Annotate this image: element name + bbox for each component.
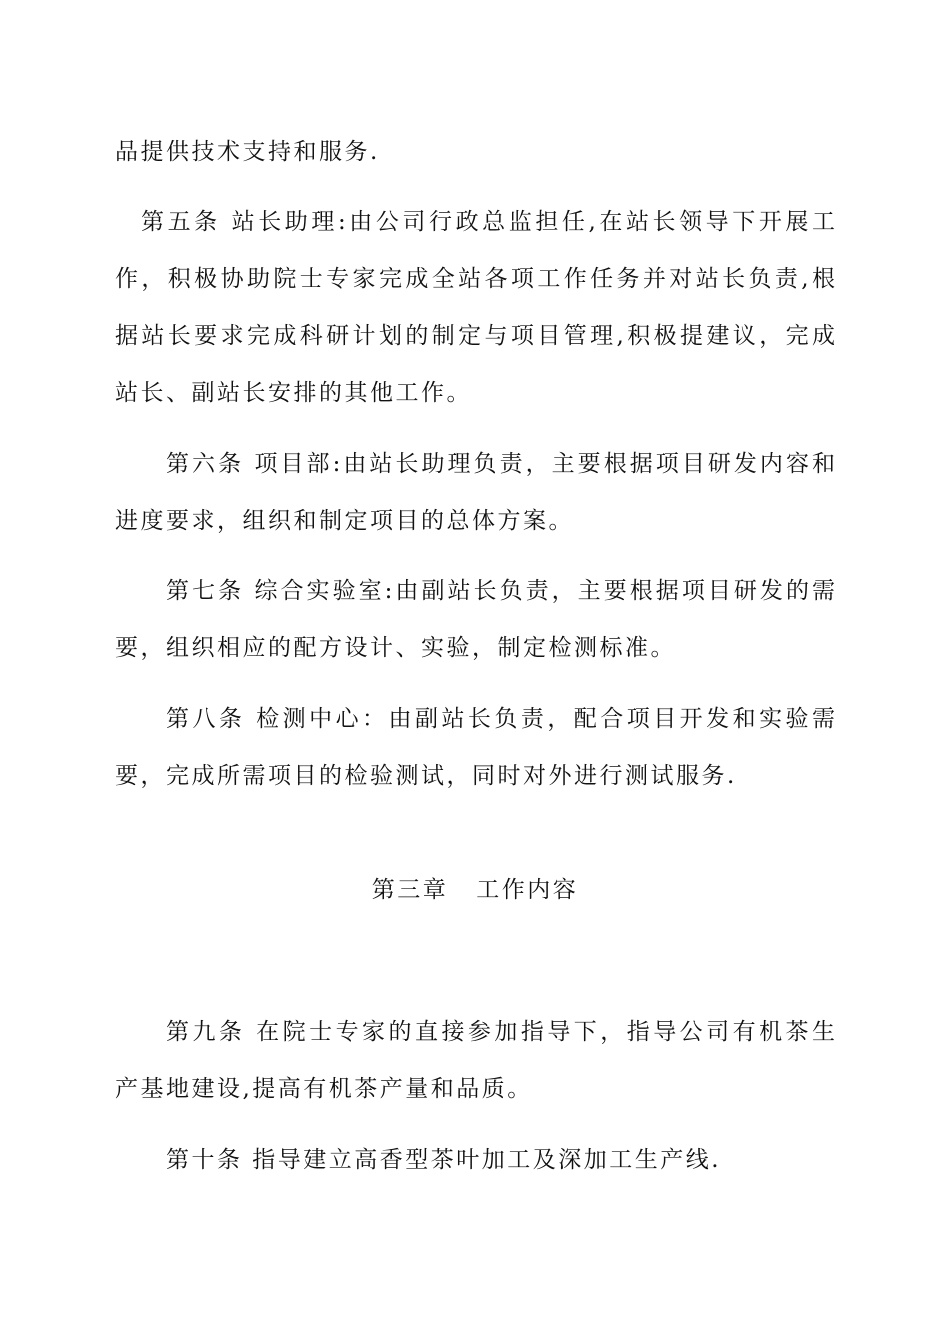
article-10-line-1: 第十条 指导建立高香型茶叶加工及深加工生产线.: [166, 1147, 722, 1173]
article-9-line-1: 第九条 在院士专家的直接参加指导下，指导公司有机茶生: [166, 1019, 835, 1045]
article-6-line-2: 进度要求，组织和制定项目的总体方案。: [115, 508, 574, 534]
article-7-line-2: 要，组织相应的配方设计、实验，制定检测标准。: [115, 635, 676, 661]
fragment-line: 品提供技术支持和服务.: [115, 139, 380, 165]
article-5-line-4: 站长、副站长安排的其他工作。: [115, 380, 472, 406]
article-7-line-1: 第七条 综合实验室:由副站长负责，主要根据项目研发的需: [166, 578, 835, 604]
chapter-number: 第三章: [371, 877, 449, 903]
chapter-title: 工作内容: [476, 877, 579, 903]
article-8-line-2: 要，完成所需项目的检验测试，同时对外进行测试服务.: [115, 763, 737, 789]
article-5-line-3: 据站长要求完成科研计划的制定与项目管理,积极提建议，完成: [115, 323, 835, 349]
article-8-line-1: 第八条 检测中心：由副站长负责，配合项目开发和实验需: [166, 706, 835, 732]
article-9-line-2: 产基地建设,提高有机茶产量和品质。: [115, 1076, 533, 1102]
article-5-line-1: 第五条 站长助理:由公司行政总监担任,在站长领导下开展工: [141, 209, 835, 235]
article-6-line-1: 第六条 项目部:由站长助理负责，主要根据项目研发内容和: [166, 451, 835, 477]
chapter-heading: [0, 870, 950, 910]
article-5-line-2: 作，积极协助院士专家完成全站各项工作任务并对站长负责,根: [115, 266, 835, 292]
